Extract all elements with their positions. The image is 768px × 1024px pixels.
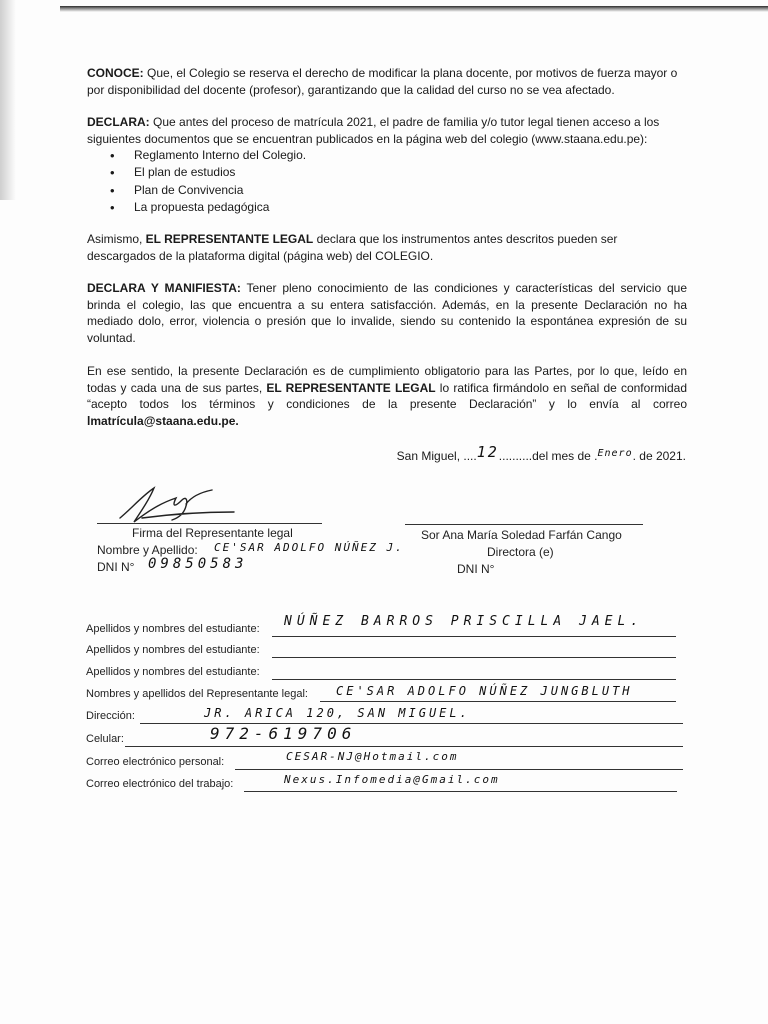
list-item: • La propuesta pedagógica (110, 199, 306, 216)
form-line (320, 701, 676, 702)
declara-text: Que antes del proceso de matrícula 2021, el padre de familia y/o tutor legal tienen acceso a los siguientes documentos que se encuentran publicados en la página web del colegio (www.staana.edu.pe): (87, 115, 660, 146)
asimismo-bold: EL REPRESENTANTE LEGAL (145, 232, 314, 246)
date-mid: del mes de . (532, 449, 598, 463)
dni-label-left: DNI N° (97, 560, 135, 574)
form-line (125, 746, 683, 747)
asimismo-pre: Asimismo, (87, 232, 146, 246)
personal-email-value: CESAR-NJ@Hotmail.com (286, 750, 459, 763)
form-label: Apellidos y nombres del estudiante: (86, 666, 260, 678)
conoce-paragraph (87, 65, 687, 98)
director-name: Sor Ana María Soledad Farfán Cango (421, 528, 622, 542)
phone-value: 972-619706 (210, 724, 357, 743)
list-item: • El plan de estudios (110, 164, 306, 181)
work-email-value: Nexus.Infomedia@Gmail.com (284, 773, 500, 786)
form-label: Correo electrónico personal: (86, 756, 225, 768)
sentido-pre: En ese sentido, la presente Declaración es de cumplimiento obligatorio para las Partes, por lo que, leído en todas y cada una de sus partes, (87, 364, 687, 395)
form-line (272, 657, 676, 658)
conoce-text: Que, el Colegio se reserva el derecho de modificar la plana docente, por motivos de fuerza mayor o por disponibilidad del docente (profesor), garantizando que la calidad del curso no se vea afectado. (87, 66, 678, 97)
date-dots: .... (463, 449, 477, 463)
representative-name-value: CE'SAR ADOLFO NÚÑEZ JUNGBLUTH (336, 684, 633, 698)
form-label: Dirección: (86, 710, 135, 722)
declara-paragraph (87, 114, 687, 147)
sentido-paragraph (87, 363, 687, 429)
form-line (272, 679, 676, 680)
form-label: Apellidos y nombres del estudiante: (86, 623, 260, 635)
asimismo-paragraph (87, 231, 687, 264)
address-value: JR. ARICA 120, SAN MIGUEL. (204, 706, 470, 720)
asimismo-post: declara que los instrumentos antes descritos pueden ser descargados de la plataforma digital (página web) del COLEGIO. (87, 232, 618, 263)
name-label: Nombre y Apellido: (97, 543, 198, 557)
manifiesta-label: DECLARA Y MANIFIESTA: (87, 281, 241, 295)
page-top-edge (60, 6, 768, 12)
list-item: • Reglamento Interno del Colegio. (110, 147, 306, 164)
form-label: Apellidos y nombres del estudiante: (86, 644, 260, 656)
form-label: Celular: (86, 733, 124, 745)
form-label: Nombres y apellidos del Representante legal: (86, 688, 308, 700)
manifiesta-paragraph (87, 280, 687, 346)
director-role: Directora (e) (487, 545, 554, 559)
form-line (235, 769, 683, 770)
conoce-label: CONOCE: (87, 66, 144, 80)
date-dots: .......... (498, 449, 533, 463)
name-value: CE'SAR ADOLFO NÚÑEZ J. (214, 541, 404, 554)
signature-caption-left: Firma del Representante legal (132, 526, 293, 540)
representative-signature (112, 478, 242, 526)
declara-label: DECLARA: (87, 115, 150, 129)
form-line (244, 791, 677, 792)
form-label: Correo electrónico del trabajo: (86, 778, 234, 790)
form-line (272, 636, 676, 637)
date-day: 12 (476, 443, 499, 461)
documents-list (110, 147, 306, 216)
signature-line-right (405, 524, 643, 525)
signature-line-left (97, 523, 322, 524)
manifiesta-text: Tener pleno conocimiento de las condiciones y características del servicio que brinda el colegio, las que encuentra a su entera satisfacción. Además, en la presente Declaración no ha mediado dolo, error, violencia o presión que lo invalide, siendo su contenido la espontánea expresión de su voluntad. (87, 281, 687, 345)
sentido-bold: EL REPRESENTANTE LEGAL (266, 380, 436, 395)
list-item: • Plan de Convivencia (110, 182, 306, 199)
page-left-shadow (0, 0, 16, 200)
date-line (396, 443, 686, 464)
sentido-mid: lo ratifica firmándolo en señal de conformidad “acepto todos los términos y condiciones de la presente Declaración” y lo envía al correo (87, 380, 687, 411)
date-prefix: San Miguel, (396, 449, 464, 463)
sentido-email: lmatrícula@staana.edu.pe. (87, 413, 239, 428)
date-month: Enero (597, 448, 633, 459)
date-suffix: . de 2021. (632, 449, 686, 463)
dni-label-right: DNI N° (457, 562, 495, 576)
dni-value-left: 09850583 (148, 556, 248, 572)
student-name-value: NÚÑEZ BARROS PRISCILLA JAEL. (284, 614, 644, 629)
